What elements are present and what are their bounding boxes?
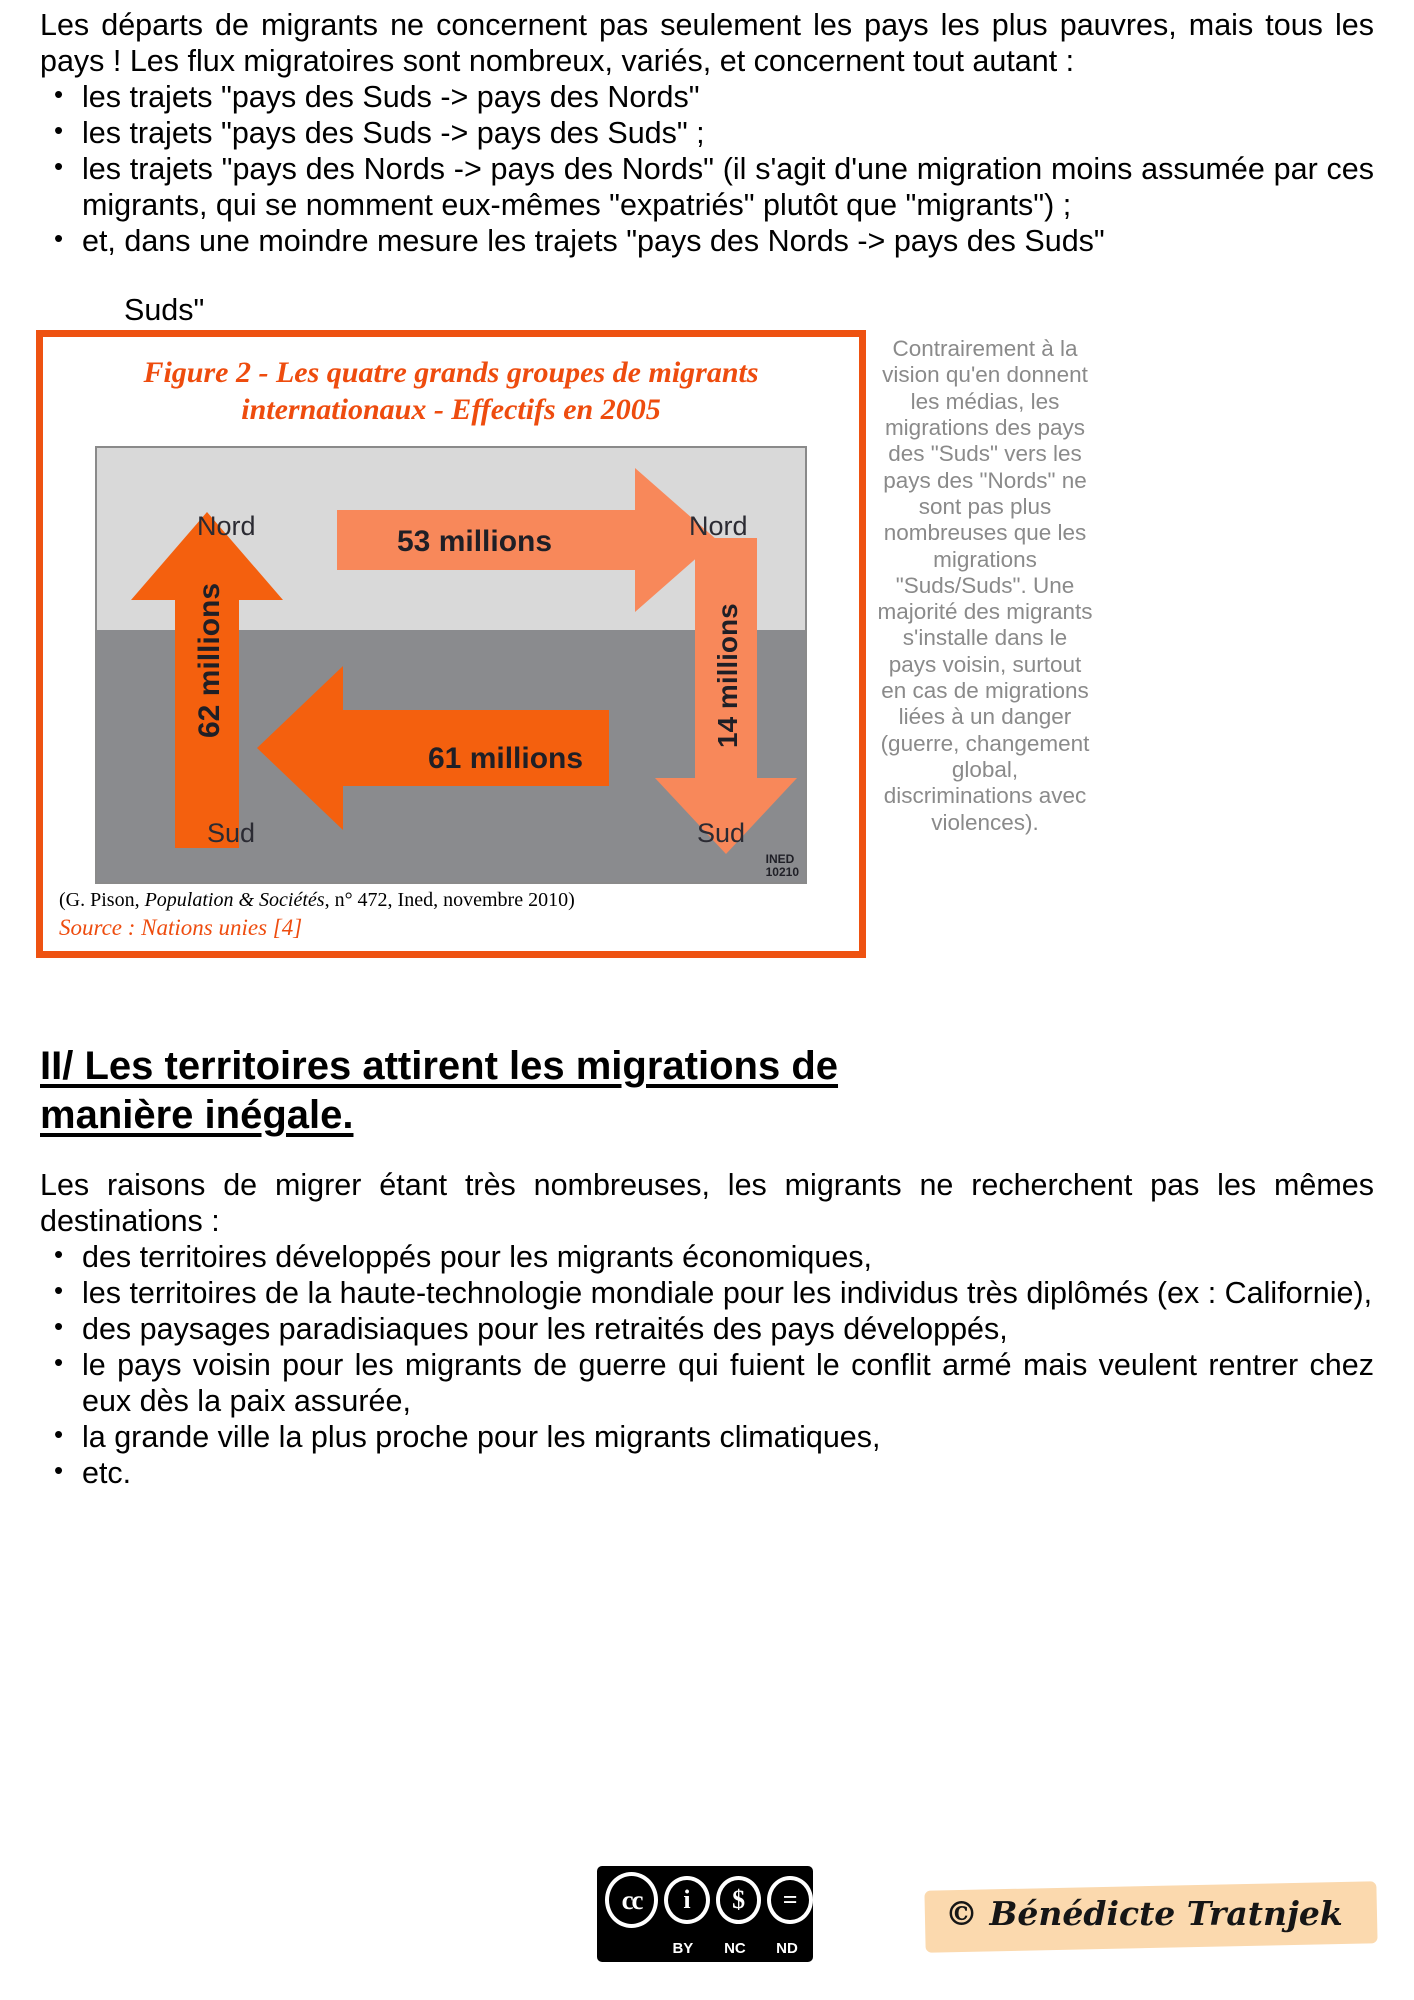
list-item: • les territoires de la haute-technologie mondiale pour les individus très diplômés (ex : Californie), <box>40 1276 1374 1312</box>
cc-icons-row <box>597 1866 813 1934</box>
arrow-label-14: 14 millions <box>712 603 743 749</box>
list-item: • la grande ville la plus proche pour les migrants climatiques, <box>40 1420 1374 1456</box>
label-nord-left: Nord <box>197 511 256 542</box>
figure-source-line: Source : Nations unies [4] <box>59 915 303 940</box>
credit-suffix: , n° 472, Ined, novembre 2010) <box>324 889 575 911</box>
footer <box>0 1866 1414 1986</box>
arrow-label-53: 53 millions <box>397 525 553 559</box>
arrow-14-millions <box>655 538 797 854</box>
label-sud-right: Sud <box>697 818 746 849</box>
figure-title-line-2: internationaux - Effectifs en 2005 <box>241 392 661 426</box>
cc-nc-icon: $ <box>716 1876 762 1924</box>
cc-by-icon: i <box>664 1876 710 1924</box>
section-heading-line-1: II/ Les territoires attirent les migrations de <box>40 1044 839 1088</box>
section-heading-line-2: manière inégale. <box>40 1092 354 1137</box>
arrow-label-62: 62 millions <box>193 583 226 739</box>
label-sud-left: Sud <box>207 818 256 849</box>
list-item: • des paysages paradisiaques pour les retraités des pays développés, <box>40 1312 1374 1348</box>
list-item: • etc. <box>40 1456 1374 1492</box>
ined-line-2: 10210 <box>765 864 799 879</box>
intro-bullet-list <box>40 80 1374 260</box>
author-signature <box>925 1872 1385 1958</box>
figure-and-note-row <box>0 330 1414 970</box>
migration-flow-diagram <box>95 446 807 884</box>
cc-labels-row <box>597 1934 813 1962</box>
cc-logo-icon: cc <box>605 1872 658 1928</box>
list-item: • les trajets "pays des Suds -> pays des Nords" <box>40 80 1374 116</box>
list-item: • les trajets "pays des Nords -> pays des Nords" (il s'agit d'une migration moins assumée par ces migrants, qui se nomment eux-mêmes "expatriés" plutôt que "migrants") ; <box>40 152 1374 224</box>
intro-paragraph: Les départs de migrants ne concernent pas seulement les pays les plus pauvres, mais tous les pays ! Les flux migratoires sont nombreux, variés, et concernent tout autant : <box>40 8 1374 78</box>
list-item: • et, dans une moindre mesure les trajets "pays des Nords -> pays des Suds" <box>40 224 1374 260</box>
cc-nd-icon: = <box>767 1876 813 1924</box>
side-note-text: Contrairement à la vision qu'en donnent les médias, les migrations des pays des "Suds" vers les pays des "Nords" ne sont pas plus nombreuses que les migrations "Suds/Suds". Une majorité des migrants s'installe dans le pays voisin, surtout en cas de migrations liées à un danger (guerre, changement global, discriminations avec violences). <box>877 336 1093 835</box>
figure-title <box>43 355 859 428</box>
ined-line-1: INED <box>765 852 795 866</box>
signature-text: © Bénédicte Tratnjek <box>945 1894 1343 1933</box>
list-item: • le pays voisin pour les migrants de guerre qui fuient le conflit armé mais veulent rentrer chez eux dès la paix assurée, <box>40 1348 1374 1420</box>
label-nord-right: Nord <box>689 511 748 542</box>
lower-text-block <box>40 1168 1374 1492</box>
lower-bullet-list <box>40 1240 1374 1492</box>
intro-text-block <box>40 8 1374 260</box>
figure-container <box>36 330 866 958</box>
credit-prefix: (G. Pison, <box>59 889 145 911</box>
cc-label-nc: NC <box>724 1939 746 1957</box>
list-item: • les trajets "pays des Suds -> pays des Suds" ; <box>40 116 1374 152</box>
lower-paragraph: Les raisons de migrer étant très nombreuses, les migrants ne recherchent pas les mêmes destinations : <box>40 1168 1374 1238</box>
arrow-label-61: 61 millions <box>428 742 584 776</box>
creative-commons-badge[interactable] <box>597 1866 813 1962</box>
cc-label-nd: ND <box>776 1939 798 1957</box>
ined-watermark <box>766 853 799 878</box>
clipped-bullet-overflow <box>40 293 1374 329</box>
arrow-61-millions <box>257 666 609 830</box>
page-title <box>40 1042 1374 1140</box>
credit-journal: Population & Sociétés <box>144 889 325 911</box>
arrow-62-millions <box>131 512 283 848</box>
figure-title-line-1: Figure 2 - Les quatre grands groupes de migrants <box>143 356 759 389</box>
figure-credit <box>59 889 834 912</box>
figure-source-block <box>59 889 834 941</box>
list-item: • des territoires développés pour les migrants économiques, <box>40 1240 1374 1276</box>
arrow-53-millions <box>337 468 717 612</box>
cc-label-by: BY <box>672 1939 694 1957</box>
clipped-bullet-text: Suds" <box>124 293 205 327</box>
